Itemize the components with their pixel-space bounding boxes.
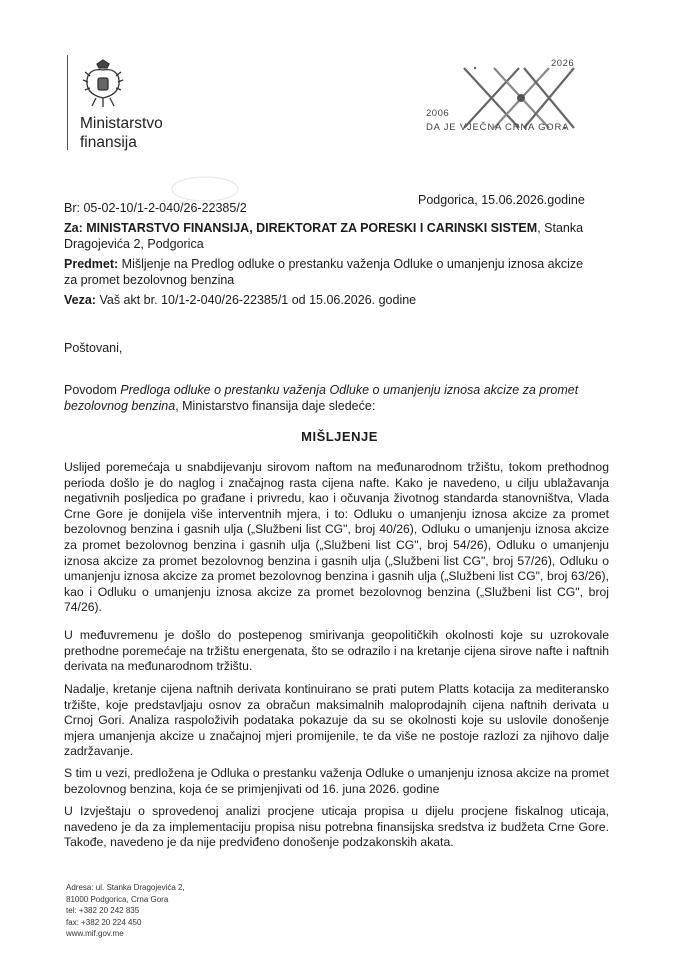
footer-address-line2: 81000 Podgorica, Crna Gora xyxy=(66,894,169,904)
paragraph-1: Uslijed poremećaja u snabdijevanju sirovom naftom na međunarodnom tržištu, tokom prethodnog perioda došlo je do naglog i značajnog rasta cijena nafte. Kako je navedeno, u cilju ublažavanja negativnih posljedica po građane i privredu, kao i očuvanja životnog standarda stanovništva, Vlada Crne Gore je donijela više interventnih mjera, i to: Odluku o umanjenju iznosa akcize za promet bezolovnog benzina i gasnih ulja („Službeni list CG", broj 40/26), Odluku o umanjenju iznosa akcize za promet bezolovnog benzina i gasnih ulja („Službeni list CG", broj 54/26), Odluku o umanjenju iznosa akcize za promet bezolovnog benzina i gasnih ulja („Službeni list CG", broj 57/26), Odluku o umanjenju iznosa akcize za promet bezolovnog benzina i gasnih ulja („Službeni list CG", broj 63/26), kao i Odluku o umanjenju iznosa akcize za promet bezolovnog benzina („Službeni list CG", broj 74/26). xyxy=(64,460,609,615)
intro-suffix: , Ministarstvo finansija daje sledeće: xyxy=(175,399,376,413)
intro-italic-line1: Predloga odluke o prestanku važenja Odluke o umanjenju iznosa akcize za promet xyxy=(120,383,579,397)
place-date: Podgorica, 15.06.2026.godine xyxy=(418,193,585,207)
intro-line2 xyxy=(64,398,375,414)
paragraph-2: U međuvremenu je došlo do postepenog smirivanja geopolitičkih okolnosti koje su uzrokovale prethodne poremećaje na tržištu energenata, što se odrazilo i na kretanje cijena sirove nafte i naftnih derivata na međunarodnom tržištu. xyxy=(64,628,609,674)
subject-line xyxy=(64,256,583,272)
reference-label: Veza: xyxy=(64,293,96,307)
jubilee-year-start: 2006 xyxy=(426,108,450,119)
recipient-name: MINISTARSTVO FINANSIJA, DIREKTORAT ZA PORESKI I CARINSKI SISTEM xyxy=(86,221,538,235)
recipient-address: Dragojevića 2, Podgorica xyxy=(64,237,204,251)
footer-web[interactable]: www.mif.gov.me xyxy=(66,929,124,938)
footer-address-line1: Adresa: ul. Stanka Dragojevića 2, xyxy=(66,883,185,892)
document-title: MIŠLJENJE xyxy=(301,429,378,444)
subject-text-line2: za promet bezolovnog benzina xyxy=(64,273,235,287)
intro-prefix: Povodom xyxy=(64,383,121,397)
paragraph-5: U Izvještaju o sprovedenoj analizi procjene uticaja propisa u dijelu procjene fiskalnog uticaja, navedeno je da za implementaciju propisa nisu potrebna finansijska sredstva iz budžeta Crne Gore. Takođe, navedeno je da nije predviđeno donošenje podzakonskih akata. xyxy=(64,804,609,850)
recipient-line xyxy=(64,220,583,236)
jubilee-caption: DA JE VJEČNA CRNA GORA xyxy=(426,122,570,133)
subject-label: Predmet: xyxy=(64,257,119,271)
ministry-name-line2: finansija xyxy=(80,134,137,151)
footer-fax: fax: +382 20 224 450 xyxy=(66,917,142,927)
intro-line1 xyxy=(64,382,578,398)
reference-number: Br: 05-02-10/1-2-040/26-22385/2 xyxy=(64,201,247,215)
ministry-name xyxy=(80,114,163,152)
coat-of-arms-icon xyxy=(82,58,124,110)
header-divider xyxy=(67,55,68,150)
footer-contact xyxy=(66,882,185,940)
paragraph-3: Nadalje, kretanje cijena naftnih derivata kontinuirano se prati putem Platts kotacija za mediteransko tržište, koje predstavljaju osnov za obračun maksimalnih maloprodajnih cijena naftnih derivata u Crnoj Gori. Analiza raspoloživih podataka pokazuje da su se okolnosti koje su uslovile donošenje mjera umanjenja akcize u značajnoj mjeri promijenile, te da više ne postoje razlozi za njihovo dalje zadržavanje. xyxy=(64,682,609,759)
stamp-trace xyxy=(170,175,240,203)
recipient-address-part1: , Stanka xyxy=(537,221,584,235)
paragraph-4: S tim u vezi, predložena je Odluka o prestanku važenja Odluke o umanjenju iznosa akcize na promet bezolovnog benzina, koja će se primjenjivati od 16. juna 2026. godine xyxy=(64,766,609,796)
footer-tel: tel: +382 20 242 835 xyxy=(66,906,140,915)
ministry-name-line1: Ministarstvo xyxy=(80,115,163,132)
greeting: Poštovani, xyxy=(64,341,123,355)
subject-text-line1: Mišljenje na Predlog odluke o prestanku važenja Odluke o umanjenju iznosa akcize xyxy=(121,257,584,271)
recipient-label: Za: xyxy=(64,221,83,235)
reference-text: Vaš akt br. 10/1-2-040/26-22385/1 od 15.06.2026. godine xyxy=(99,293,417,307)
reference-line xyxy=(64,292,416,308)
jubilee-year-end: 2026 xyxy=(551,58,575,69)
intro-italic-line2: bezolovnog benzina xyxy=(64,399,176,413)
